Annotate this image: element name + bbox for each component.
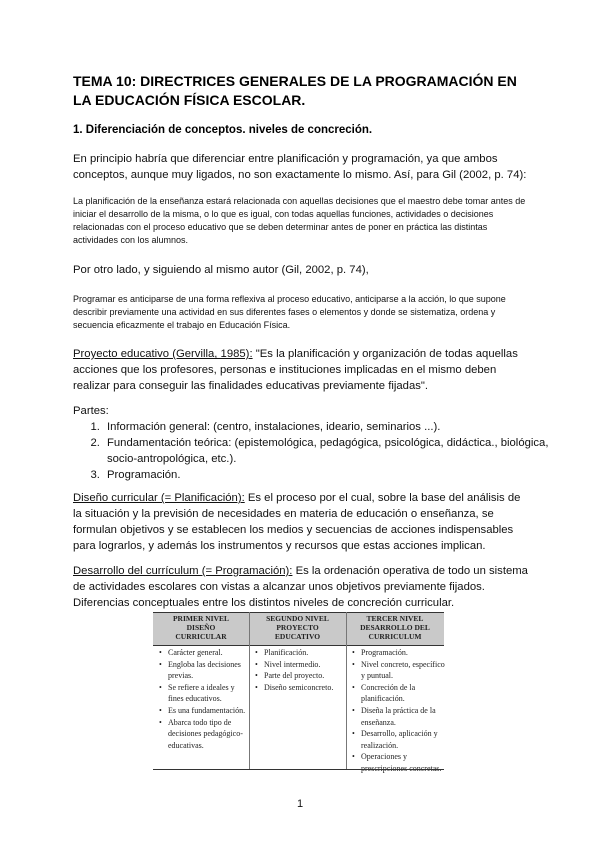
desarrollo-line2: Diferencias conceptuales entre los distintos niveles de concreción curricular.: [73, 597, 455, 609]
desarrollo-text: Es la ordenación operativa de todo un sistema de actividades escolares con vistas a alcanzar unos objetivos previamente fijados.: [73, 565, 528, 593]
table-cell: • Planificación.: [264, 647, 350, 659]
table-bottom-rule: [153, 769, 444, 771]
table-cell: • Diseño semiconcreto.: [264, 682, 350, 694]
table-cell: • Operaciones y: [361, 751, 449, 774]
partes-list: [73, 419, 558, 483]
quote-programar: Programar es anticiparse de una forma reflexiva al proceso educativo, anticiparse a la acción, lo que supone describir previamente una actividad en sus diferentes fases o elementos y donde se sistematiza, ordena y secuencia eficazmente el trabajo en Educación Física.: [73, 294, 506, 330]
table-cell: • Parte del proyecto.: [264, 670, 350, 682]
table-cell: • Carácter general.: [168, 647, 246, 659]
paragraph-desarrollo: [73, 563, 528, 611]
paragraph-intro: En principio habría que diferenciar entre planificación y programación, ya que ambos conceptos, aunque muy ligados, no son exactamente lo mismo. Así, para Gil (2002, p. 74):: [73, 153, 527, 181]
diseno-label: Diseño curricular (= Planificación):: [73, 492, 245, 504]
col3-list: [352, 647, 449, 775]
niveles-table: [153, 612, 444, 770]
table-cell: • Concreción de la planificación.: [361, 682, 449, 705]
table-cell: • Abarca todo tipo de decisiones pedagógico-educativas.: [168, 717, 246, 752]
col2-list: [255, 647, 350, 693]
document-title: TEMA 10: DIRECTRICES GENERALES DE LA PROGRAMACIÓN EN LA EDUCACIÓN FÍSICA ESCOLAR.: [73, 73, 517, 108]
quote-planificacion: La planificación de la enseñanza estará relacionada con aquellas decisiones que el maestro debe tomar antes de iniciar el desarrollo de la misma, o lo que es igual, con todas aquellas funciones, actividades o decisiones relacionadas con el proceso educativo que se deben determinar antes de poner en práctica las distintas actividades con los alumnos.: [73, 196, 526, 245]
list-item: 1. Información general: (centro, instalaciones, ideario, seminarios ...).: [103, 419, 558, 435]
proyecto-text: "Es la planificación y organización de todas aquellas acciones que los profesores, personas e instituciones implicadas en el mismo deben realizar para conseguir las finalidades educativas previamente fijadas".: [73, 348, 518, 392]
table-cell: • Desarrollo, aplicación y realización.: [361, 728, 449, 751]
table-cell: • Nivel intermedio.: [264, 659, 350, 671]
paragraph-diseno: [73, 490, 528, 554]
table-cell: • Se refiere a ideales y fines educativos.: [168, 682, 246, 705]
table-cell: • Engloba las decisiones previas.: [168, 659, 246, 682]
diseno-text: Es el proceso por el cual, sobre la base del análisis de la situación y la previsión de necesidades en materia de educación o enseñanza, se formulan objetivos y se establecen los medios y secuencias de acciones indispensables para lograrlos, y además los instrumentos y recursos que estas acciones implican.: [73, 492, 521, 552]
desarrollo-label: Desarrollo del currículum (= Programación):: [73, 565, 293, 577]
header-col-2: SEGUNDO NIVEL PROYECTO EDUCATIVO: [266, 614, 329, 641]
header-col-3: TERCER NIVEL DESARROLLO DEL CURRICULUM: [360, 614, 430, 641]
list-item: 2. Fundamentación teórica: (epistemológica, pedagógica, psicológica, didáctica., biológica, socio-antropológica, etc.).: [103, 435, 558, 467]
page-number: 1: [296, 798, 304, 810]
paragraph-transition: Por otro lado, y siguiendo al mismo autor (Gil, 2002, p. 74),: [73, 264, 369, 276]
list-item: 3. Programación.: [103, 467, 558, 483]
table-cell: • Nivel concreto, específico y puntual.: [361, 659, 449, 682]
table-cell: • Programación.: [361, 647, 449, 659]
table-cell: • Diseña la práctica de la enseñanza.: [361, 705, 449, 728]
partes-label: Partes:: [73, 405, 109, 417]
col1-list: [159, 647, 246, 751]
table-cell: • Es una fundamentación.: [168, 705, 246, 717]
column-divider: [249, 612, 250, 770]
proyecto-label: Proyecto educativo (Gervilla, 1985):: [73, 348, 253, 360]
section-heading: 1. Diferenciación de conceptos. niveles de concreción.: [73, 124, 373, 136]
paragraph-proyecto: [73, 346, 528, 394]
header-col-1: PRIMER NIVEL DISEÑO CURRICULAR: [172, 614, 230, 641]
